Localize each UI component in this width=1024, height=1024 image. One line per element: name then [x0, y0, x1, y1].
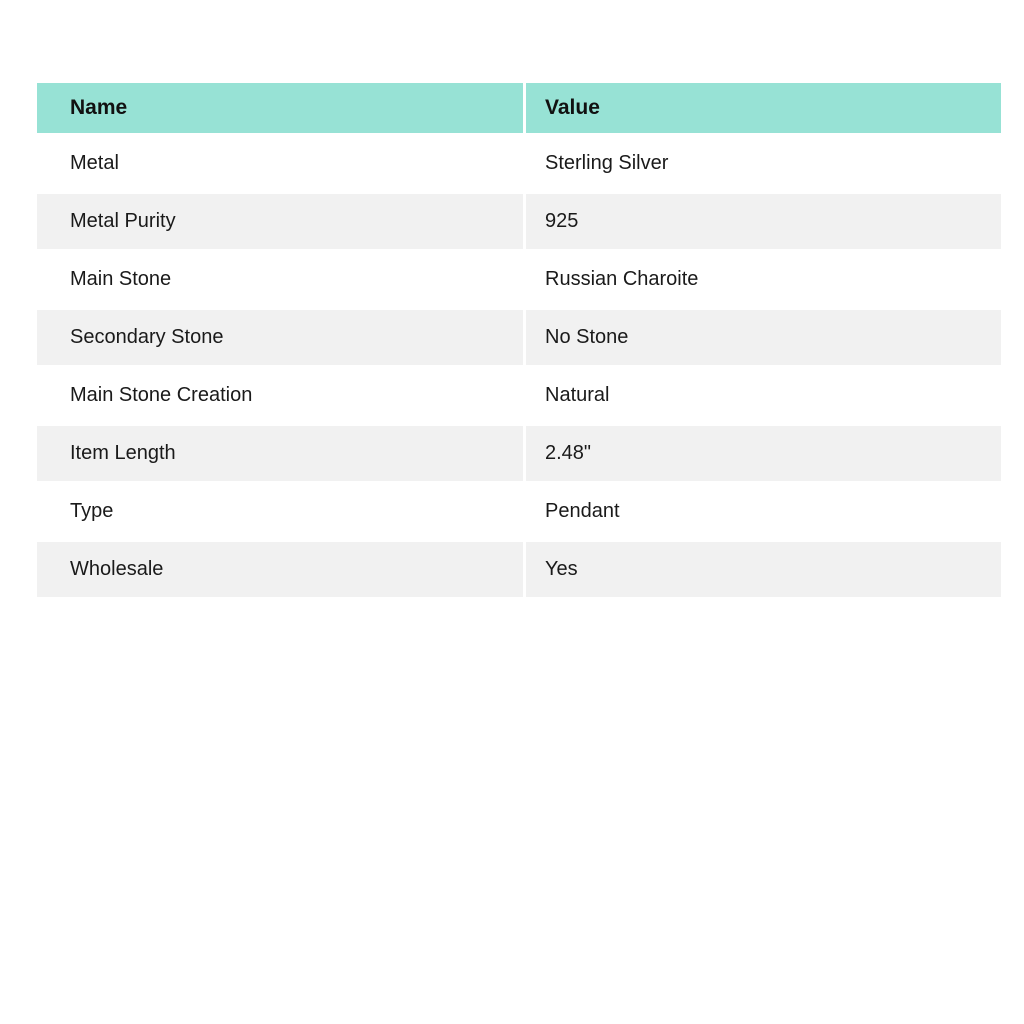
- spec-value-cell: Pendant: [523, 484, 1001, 542]
- spec-value-cell: Sterling Silver: [523, 136, 1001, 194]
- spec-value-cell: 925: [523, 194, 1001, 252]
- table-row: [37, 252, 1001, 310]
- spec-value-cell: Russian Charoite: [523, 252, 1001, 310]
- spec-value-cell: 2.48": [523, 426, 1001, 484]
- spec-value-cell: Natural: [523, 368, 1001, 426]
- column-header-name: Name: [37, 83, 523, 136]
- table-row: [37, 426, 1001, 484]
- spec-value-cell: Yes: [523, 542, 1001, 600]
- header-row: [37, 83, 1001, 136]
- table-row: [37, 484, 1001, 542]
- table-row: [37, 368, 1001, 426]
- spec-name-cell: Main Stone Creation: [37, 368, 523, 426]
- spec-value-cell: No Stone: [523, 310, 1001, 368]
- spec-name-cell: Metal: [37, 136, 523, 194]
- spec-name-cell: Item Length: [37, 426, 523, 484]
- spec-name-cell: Secondary Stone: [37, 310, 523, 368]
- spec-name-cell: Metal Purity: [37, 194, 523, 252]
- spec-name-cell: Main Stone: [37, 252, 523, 310]
- spec-name-cell: Wholesale: [37, 542, 523, 600]
- column-header-value: Value: [523, 83, 1001, 136]
- table-row: [37, 310, 1001, 368]
- table-row: [37, 194, 1001, 252]
- spec-name-cell: Type: [37, 484, 523, 542]
- item-specifications-table: [37, 83, 1001, 600]
- table-row: [37, 542, 1001, 600]
- table-row: [37, 136, 1001, 194]
